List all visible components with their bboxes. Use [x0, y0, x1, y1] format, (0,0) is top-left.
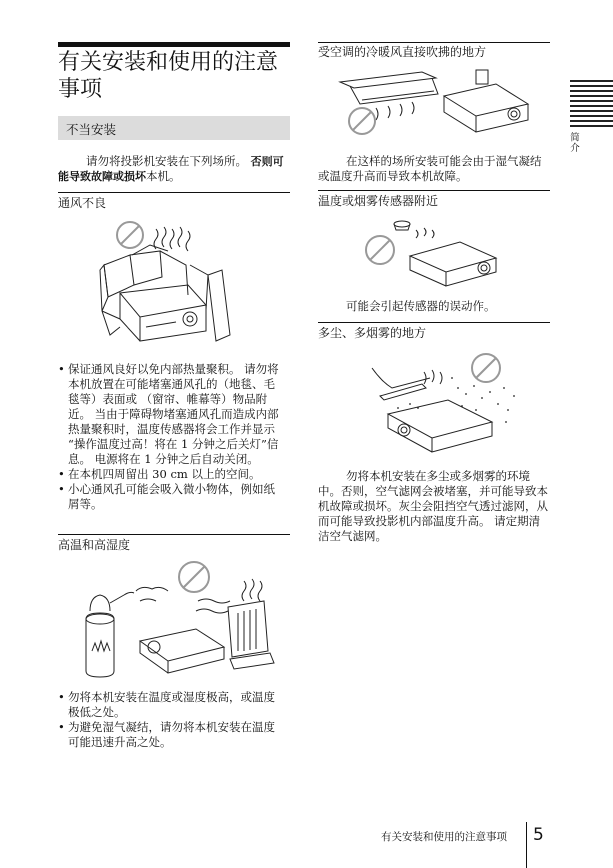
section-label: 不当安装	[66, 122, 117, 137]
footer-divider	[526, 822, 527, 868]
side-tab-label: 简介	[568, 132, 579, 153]
intro-text: 请勿将投影机安装在下列场所。	[86, 154, 247, 168]
dusty-environment-illustration	[358, 348, 528, 458]
ventilation-bullet: • 保证通风良好以免内部热量聚积。 请勿将本机放置在可能堵塞通风孔的（地毯、毛毯等）表面或 （窗帘、帷幕等）物品附近。 当由于障碍物堵塞通风孔而造成内部热量聚积时，温度传感器将会工作并显示 “操作温度过高！将在 1 分钟之后关灯”信息。 电源将在 1 分钟之后自动关闭。	[58, 362, 286, 467]
page-title: 有关安装和使用的注意事项	[58, 50, 279, 102]
footer-section-title: 有关安装和使用的注意事项	[381, 831, 507, 843]
intro-bold: 否则可能导致故障或损坏	[58, 155, 284, 183]
air-conditioner-illustration	[336, 66, 536, 151]
ventilation-rule	[58, 192, 290, 193]
ventilation-bullets-block	[58, 362, 286, 512]
page-number: 5	[533, 825, 544, 845]
side-tab-stripes	[570, 80, 613, 130]
aircon-text: 在这样的场所安装可能会由于湿气凝结或温度升高而导致本机故障。	[318, 154, 542, 183]
intro-end: 本机。	[146, 169, 181, 183]
ventilation-heading: 通风不良	[58, 196, 107, 210]
heat-bullet: • 为避免湿气凝结，请勿将本机安装在温度可能迅速升高之处。	[58, 720, 286, 750]
section-label-box	[58, 116, 290, 140]
ventilation-bullet: • 小心通风孔可能会吸入微小物体，例如纸屑等。	[58, 482, 286, 512]
sensor-text: 可能会引起传感器的误动作。	[346, 299, 496, 313]
intro-paragraph	[58, 154, 290, 184]
high-temperature-illustration	[78, 555, 278, 680]
aircon-heading: 受空调的冷暖风直接吹拂的地方	[318, 45, 487, 59]
dust-text: 勿将本机安装在多尘或多烟雾的环境中。否则，空气滤网会被堵塞，并可能导致本机故障或损坏。灰尘会阻挡空气透过滤网，从而可能导致投影机内部温度升高。 请定期清洁空气滤网。	[318, 469, 548, 543]
sensor-rule	[318, 190, 550, 191]
heat-rule	[58, 534, 290, 535]
heat-heading: 高温和高湿度	[58, 538, 131, 552]
poor-ventilation-illustration	[90, 215, 250, 355]
aircon-rule	[318, 42, 550, 43]
heat-bullets-block	[58, 690, 286, 750]
heat-bullet: • 勿将本机安装在温度或湿度极高，或温度极低之处。	[58, 690, 286, 720]
dust-rule	[318, 322, 550, 323]
dust-heading: 多尘、多烟雾的地方	[318, 326, 427, 340]
title-top-rule	[58, 42, 290, 47]
ventilation-bullet: • 在本机四周留出 30 cm 以上的空间。	[58, 467, 286, 482]
sensor-illustration	[350, 212, 530, 292]
sensor-heading: 温度或烟雾传感器附近	[318, 194, 439, 208]
